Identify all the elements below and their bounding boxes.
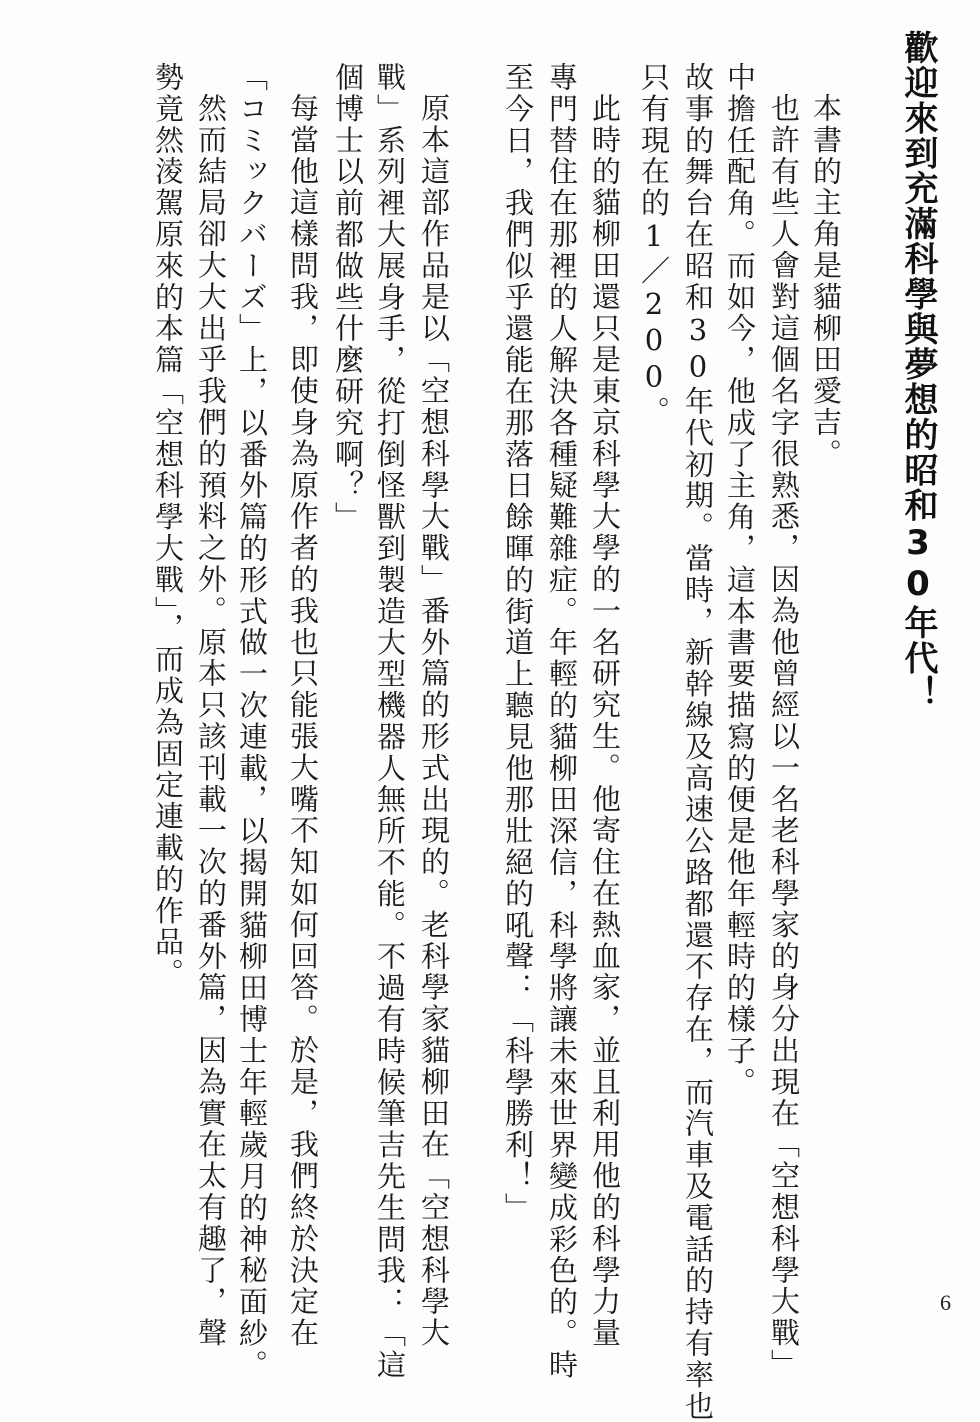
text-column: 每當他這樣問我，即使身為原作者的我也只能張大嘴不知如何回答。於是，我們終於決定在	[286, 93, 320, 1349]
text-column: 戰」系列裡大展身手，從打倒怪獸到製造大型機器人無所不能。不過有時候筆吉先生問我：「這	[373, 62, 407, 1381]
text-column: 只有現在的1／200。	[637, 62, 671, 428]
chapter-title: 歡迎來到充滿科學與夢想的昭和30年代！	[898, 30, 938, 711]
text-column: 原本這部作品是以「空想科學大戰」番外篇的形式出現的。老科學家貓柳田在「空想科學大	[417, 93, 451, 1349]
page-number: 6	[940, 1290, 951, 1315]
text-column: 「コミックバーズ」上，以番外篇的形式做一次連載，以揭開貓柳田博士年輕歲月的神秘面紗。	[235, 62, 269, 1381]
text-column: 本書的主角是貓柳田愛吉。	[809, 93, 843, 470]
text-column: 專門替住在那裡的人解決各種疑難雜症。年輕的貓柳田深信，科學將讓未來世界變成彩色的。時	[545, 62, 579, 1381]
text-column: 中擔任配角。而如今，他成了主角，這本書要描寫的便是他年輕時的樣子。	[723, 62, 757, 1099]
text-column: 故事的舞台在昭和30年代初期。當時，新幹線及高速公路都還不存在，而汽車及電話的持有率也	[681, 62, 715, 1422]
text-column: 然而結局卻大大出乎我們的預料之外。原本只該刊載一次的番外篇，因為實在太有趣了，聲	[194, 93, 228, 1349]
text-column: 此時的貓柳田還只是東京科學大學的一名研究生。他寄住在熱血家，並且利用他的科學力量	[588, 93, 622, 1349]
text-column: 勢竟然淩駕原來的本篇「空想科學大戰」，而成為固定連載的作品。	[151, 62, 185, 990]
text-column: 也許有些人會對這個名字很熟悉，因為他曾經以一名老科學家的身分出現在「空想科學大戰」	[767, 93, 801, 1381]
text-column: 個博士以前都做些什麼研究啊？」	[331, 62, 365, 533]
text-column: 至今日，我們似乎還能在那落日餘暉的街道上聽見他那壯絕的吼聲：「科學勝利！」	[501, 62, 535, 1224]
